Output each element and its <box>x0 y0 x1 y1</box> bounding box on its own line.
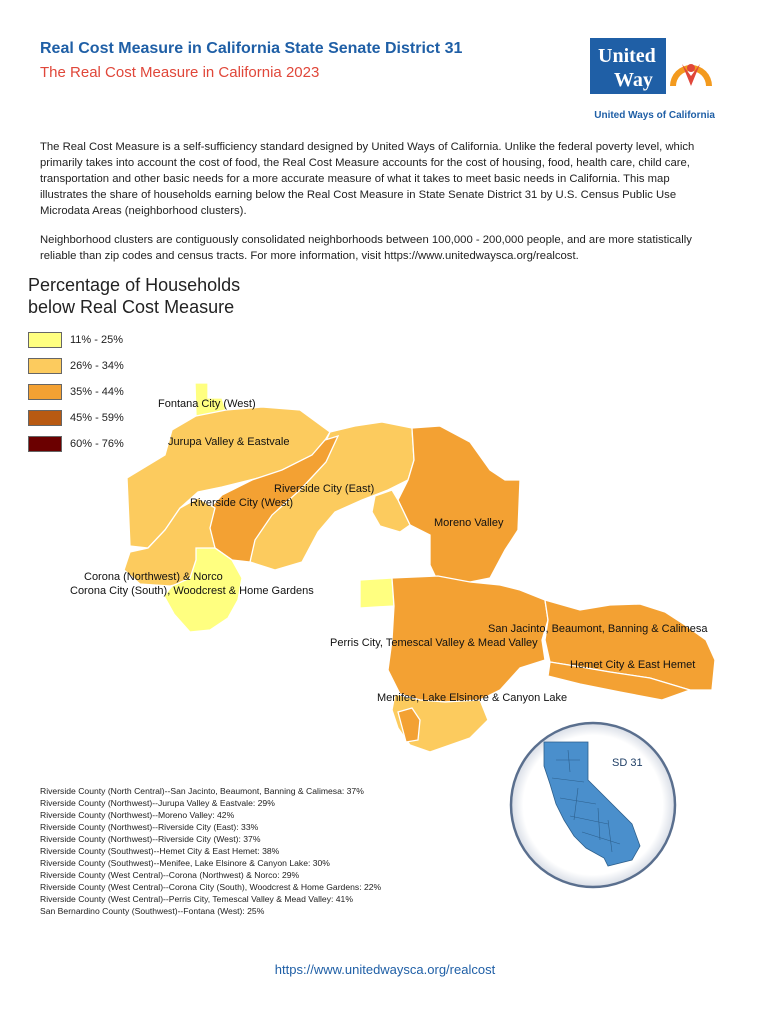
logo-line1: United <box>598 45 656 67</box>
stats-line: Riverside County (Southwest)--Menifee, Lake Elsinore & Canyon Lake: 30% <box>40 858 330 868</box>
region-small-pale <box>360 578 394 608</box>
district-map <box>0 370 770 760</box>
stats-line: Riverside County (Northwest)--Riverside City (West): 37% <box>40 834 261 844</box>
legend-label: 26% - 34% <box>70 360 124 372</box>
intro-paragraph-2: Neighborhood clusters are contiguously consolidated neighborhoods between 100,000 - 200,000 people, and are more statistically reliable than zip codes and census tracts. For more information, visit https://www.unitedwaysca.org/realcost. <box>40 234 692 262</box>
stats-line: Riverside County (West Central)--Corona (Northwest) & Norco: 29% <box>40 870 300 880</box>
label-perris: Perris City, Temescal Valley & Mead Valley <box>330 637 538 649</box>
stats-line: Riverside County (Northwest)--Riverside City (East): 33% <box>40 822 259 832</box>
stats-line: Riverside County (North Central)--San Jacinto, Beaumont, Banning & Calimesa: 37% <box>40 786 364 796</box>
label-moreno: Moreno Valley <box>434 517 504 529</box>
label-san-jacinto: San Jacinto, Beaumont, Banning & Calimesa <box>488 623 708 635</box>
stats-line: Riverside County (Northwest)--Jurupa Valley & Eastvale: 29% <box>40 798 275 808</box>
stats-line: Riverside County (Northwest)--Moreno Valley: 42% <box>40 810 235 820</box>
legend-title-line2: below Real Cost Measure <box>28 297 235 317</box>
legend-label: 45% - 59% <box>70 412 124 424</box>
logo-caption: United Ways of California <box>594 110 715 121</box>
legend-label: 35% - 44% <box>70 386 124 398</box>
stats-line: San Bernardino County (Southwest)--Fontana (West): 25% <box>40 906 265 916</box>
stats-line: Riverside County (West Central)--Perris City, Temescal Valley & Mead Valley: 41% <box>40 894 353 904</box>
label-corona-south: Corona City (South), Woodcrest & Home Gardens <box>70 585 314 597</box>
stats-list <box>40 785 381 917</box>
legend-item <box>28 331 123 349</box>
stats-line: Riverside County (Southwest)--Hemet City & East Hemet: 38% <box>40 846 280 856</box>
united-way-logo <box>590 38 716 94</box>
label-corona-north: Corona (Northwest) & Norco <box>84 571 223 583</box>
legend-title <box>28 274 288 318</box>
stats-line: Riverside County (West Central)--Corona City (South), Woodcrest & Home Gardens: 22% <box>40 882 382 892</box>
label-riverside-east: Riverside City (East) <box>274 483 375 495</box>
page-subtitle: The Real Cost Measure in California 2023 <box>40 64 320 81</box>
label-riverside-west: Riverside City (West) <box>190 497 294 509</box>
label-menifee: Menifee, Lake Elsinore & Canyon Lake <box>377 692 568 704</box>
legend-swatch <box>28 332 62 348</box>
footer-link[interactable]: https://www.unitedwaysca.org/realcost <box>274 962 496 977</box>
legend-label: 11% - 25% <box>70 334 123 346</box>
region-moreno-valley <box>398 426 520 582</box>
label-fontana: Fontana City (West) <box>158 398 256 410</box>
label-jurupa: Jurupa Valley & Eastvale <box>168 436 290 448</box>
legend-label: 60% - 76% <box>70 438 124 450</box>
intro-paragraph-1: The Real Cost Measure is a self-sufficiency standard designed by United Ways of California. Unlike the federal poverty level, which primarily takes into account the cost of food, the Real Cost Measure accounts for the cost of housing, food, health care, child care, transportation and other basic needs for a more accurate measure of what it takes to meet basic needs in California. This map illustrates the share of households earning below the Real Cost Measure in State Senate District 31 by U.S. Census Public Use Microdata Areas (neighborhood clusters). <box>40 141 695 217</box>
logo-line2: Way <box>614 69 653 91</box>
label-hemet: Hemet City & East Hemet <box>570 659 696 671</box>
person-icon <box>687 64 695 72</box>
california-inset-map <box>508 720 678 890</box>
legend-title-line1: Percentage of Households <box>28 275 241 295</box>
page-title: Real Cost Measure in California State Senate District 31 <box>40 40 463 57</box>
inset-label: SD 31 <box>612 757 643 769</box>
